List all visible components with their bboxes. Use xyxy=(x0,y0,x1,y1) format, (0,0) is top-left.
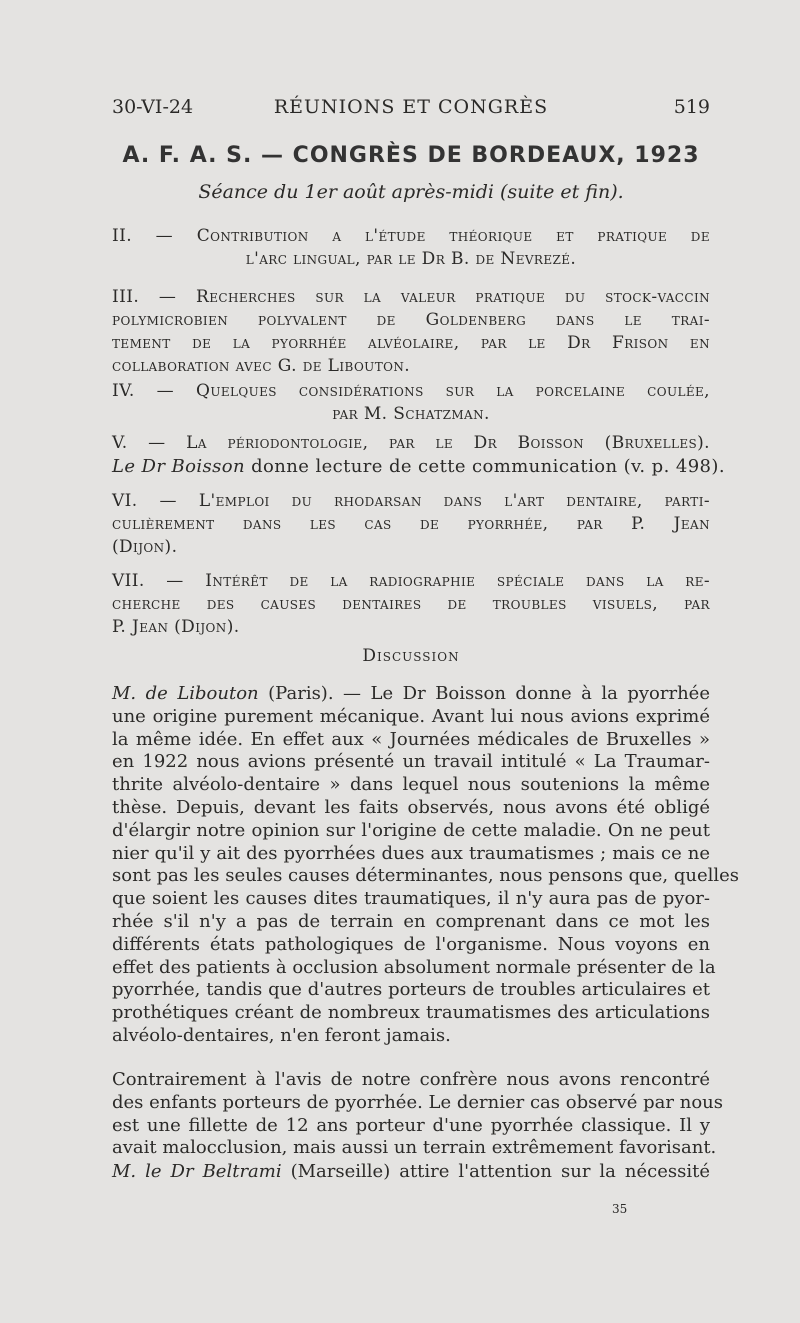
paragraph-line-text: (Paris). — Le Dr Boisson donne à la pyorrhée xyxy=(258,683,710,704)
header-running-title: RÉUNIONS ET CONGRÈS xyxy=(273,96,549,118)
paragraph-line: rhée s'il n'y a pas de terrain en comprenant dans ce mot les xyxy=(112,910,710,932)
agenda-item-6 xyxy=(112,490,710,559)
agenda-item-line: tement de la pyorrhée alvéolaire, par le Dr Frison en xyxy=(112,333,710,353)
running-header xyxy=(112,96,710,126)
page-title: A. F. A. S. — CONGRÈS DE BORDEAUX, 1923 xyxy=(122,143,700,168)
agenda-item-line: culièrement dans les cas de pyorrhée, par P. Jean xyxy=(112,514,710,534)
paragraph-line: est une fillette de 12 ans porteur d'une pyorrhée classique. Il y xyxy=(112,1114,710,1136)
discussion-heading: Discussion xyxy=(362,646,460,666)
header-date: 30-VI-24 xyxy=(112,96,194,118)
paragraph-line: que soient les causes dites traumatiques, il n'y aura pas de pyor- xyxy=(112,888,710,910)
paragraph-line xyxy=(112,683,710,706)
agenda-item-line: VI. — L'emploi du rhodarsan dans l'art dentaire, parti- xyxy=(112,491,710,511)
agenda-item-line: VII. — Intérêt de la radiographie spéciale dans la re- xyxy=(112,571,710,591)
paragraph-line: alvéolo-dentaires, n'en feront jamais. xyxy=(112,1024,451,1046)
discussion-paragraph-1 xyxy=(112,683,740,1048)
paragraph-line: d'élargir notre opinion sur l'origine de cette maladie. On ne peut xyxy=(112,819,710,841)
note-speaker: Le Dr Boisson xyxy=(112,456,246,477)
agenda-item-continuation: par M. Schatzman. xyxy=(332,404,490,424)
agenda-item-line: polymicrobien polyvalent de Goldenberg dans le trai- xyxy=(112,310,710,330)
paragraph-line: effet des patients à occlusion absolument normale présenter de la xyxy=(112,956,716,978)
paragraph-line: en 1922 nous avions présenté un travail intitulé « La Traumar- xyxy=(112,751,710,773)
agenda-item-2 xyxy=(112,225,710,271)
paragraph-line: une origine purement mécanique. Avant lui nous avions exprimé xyxy=(112,705,710,727)
paragraph-line: sont pas les seules causes déterminantes, nous pensons que, quelles xyxy=(112,865,740,887)
paragraph-line: différents états pathologiques de l'organisme. Nous voyons en xyxy=(112,933,710,955)
discussion-paragraph-3 xyxy=(112,1161,710,1184)
agenda-item-line: cherche des causes dentaires de troubles visuels, par xyxy=(112,594,710,614)
agenda-item-note xyxy=(112,455,725,478)
agenda-item-4 xyxy=(112,380,710,426)
agenda-item-line: II. — Contribution a l'étude théorique et pratique de xyxy=(112,226,710,246)
agenda-item-line: V. — La périodontologie, par le Dr Boisson (Bruxelles). xyxy=(112,433,710,453)
agenda-item-line: III. — Recherches sur la valeur pratique du stock-vaccin xyxy=(112,287,710,307)
paragraph-line: avait malocclusion, mais aussi un terrain extrêmement favorisant. xyxy=(112,1137,717,1159)
paragraph-line: Contrairement à l'avis de notre confrère nous avons rencontré xyxy=(112,1069,710,1090)
paragraph-line: la même idée. En effet aux « Journées médicales de Bruxelles » xyxy=(112,728,710,750)
agenda-item-line: collaboration avec G. de Libouton. xyxy=(112,356,411,376)
paragraph-line: thèse. Depuis, devant les faits observés, nous avons été obligé xyxy=(112,796,710,818)
paragraph-line: thrite alvéolo-dentaire » dans lequel nous soutenions la même xyxy=(112,774,710,796)
paragraph-line: nier qu'il y ait des pyorrhées dues aux traumatismes ; mais ce ne xyxy=(112,842,710,864)
speaker-name: M. de Libouton xyxy=(112,683,259,704)
agenda-item-5 xyxy=(112,432,725,478)
paragraph-line: prothétiques créant de nombreux traumatismes des articulations xyxy=(112,1002,710,1024)
agenda-item-7 xyxy=(112,570,710,639)
agenda-item-continuation: l'arc lingual, par le Dr B. de Nevrezé. xyxy=(245,249,577,269)
session-subtitle: Séance du 1er août après-midi (suite et fin). xyxy=(198,181,624,203)
agenda-item-line: IV. — Quelques considérations sur la porcelaine coulée, xyxy=(112,381,710,401)
paragraph-line: des enfants porteurs de pyorrhée. Le dernier cas observé par nous xyxy=(112,1091,723,1113)
agenda-item-line: P. Jean (Dijon). xyxy=(112,617,240,637)
agenda-item-line: (Dijon). xyxy=(112,537,178,557)
speaker-name: M. le Dr Beltrami xyxy=(112,1161,282,1182)
paragraph-line xyxy=(112,1161,710,1184)
discussion-paragraph-2 xyxy=(112,1069,723,1160)
paragraph-line-text: (Marseille) attire l'attention sur la nécessité xyxy=(281,1161,710,1182)
page-number: 519 xyxy=(673,96,710,118)
paragraph-line: pyorrhée, tandis que d'autres porteurs de troubles articulaires et xyxy=(112,979,710,1001)
note-text: donne lecture de cette communication (v. p. 498). xyxy=(245,456,725,477)
signature-mark: 35 xyxy=(612,1202,628,1216)
agenda-item-3 xyxy=(112,286,710,378)
